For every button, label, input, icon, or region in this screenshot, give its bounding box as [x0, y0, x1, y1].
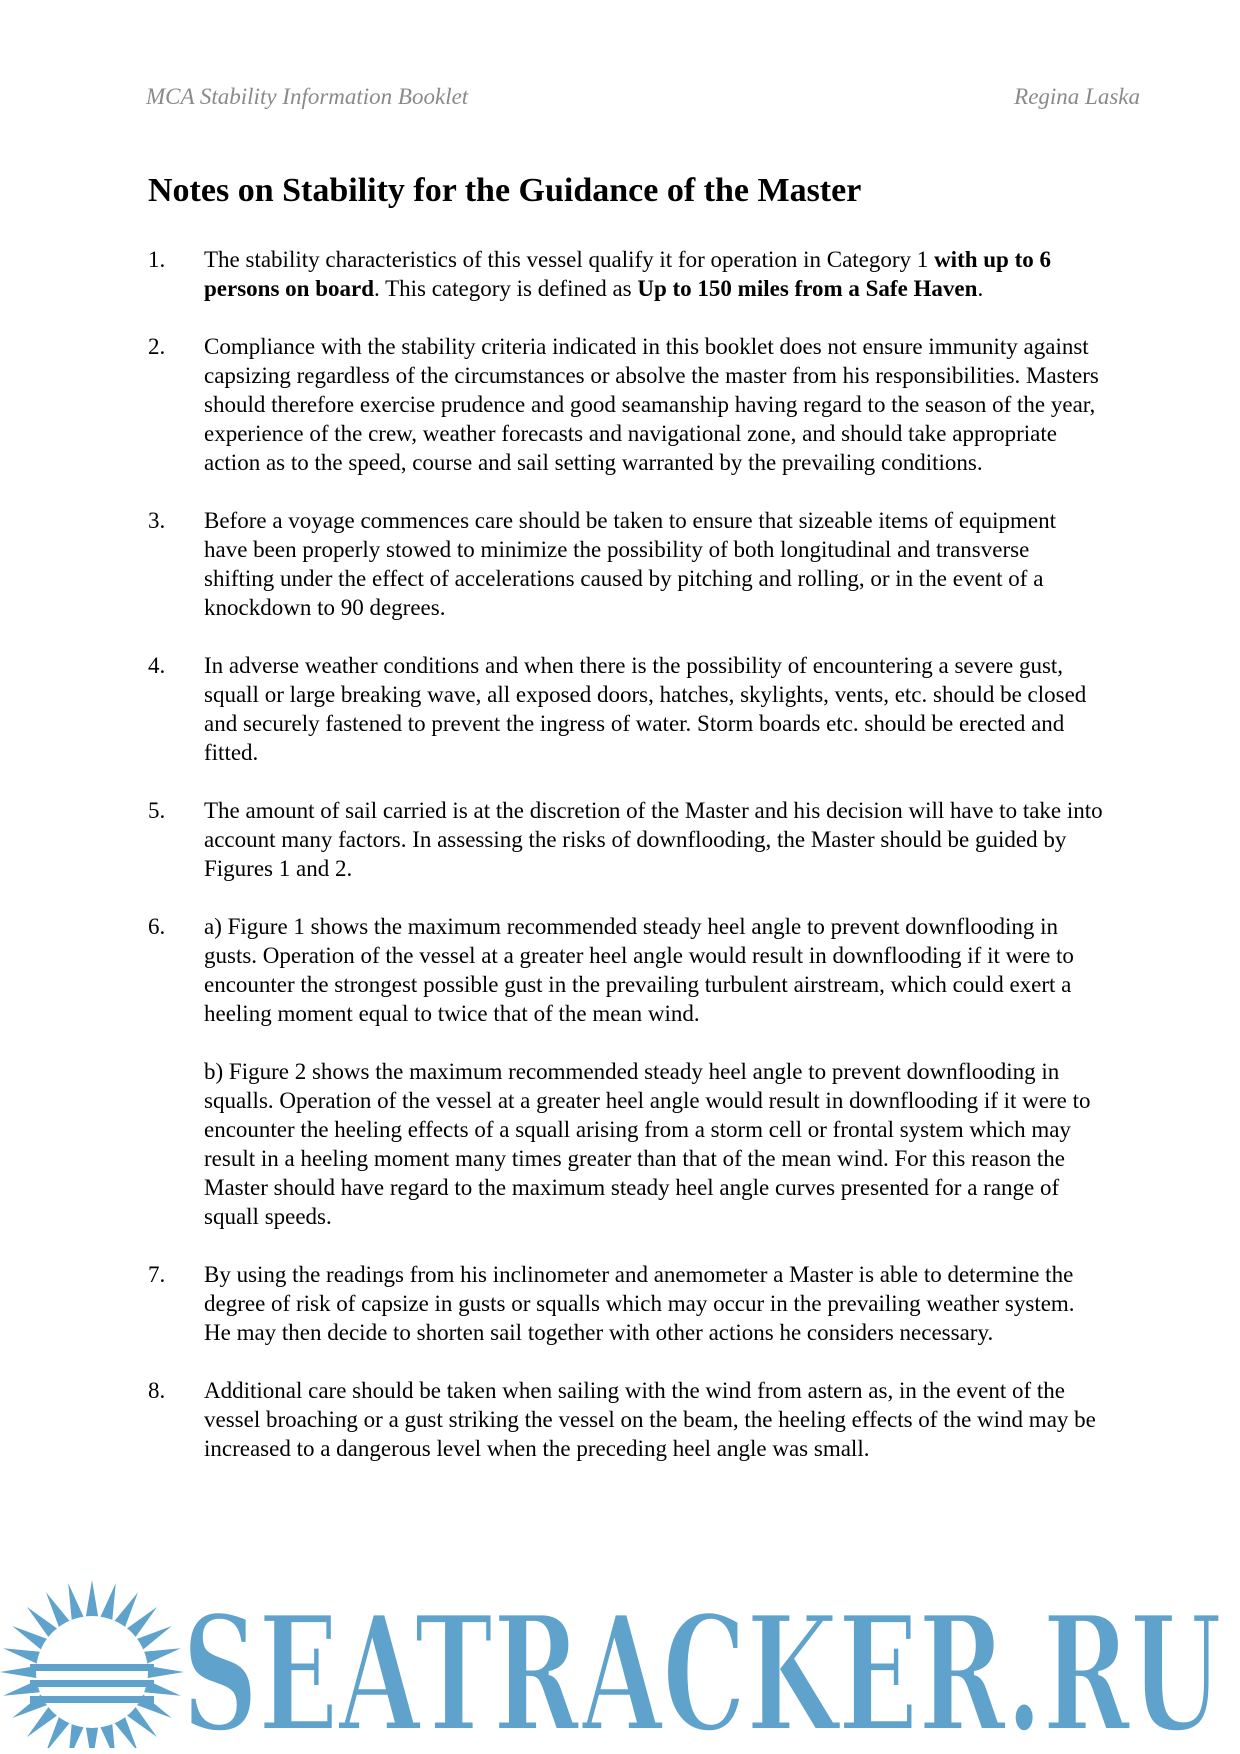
note-text: Before a voyage commences care should be taken to ensure that sizeable items of equipment have been properly stowed to minimize the possibility of both longitudinal and transverse shifting under the effect of accelerations caused by pitching and rolling, or in the event of a knockdown to 90 degrees. — [204, 508, 1056, 620]
note-number: 6. — [148, 914, 166, 939]
note-body — [204, 912, 1104, 1231]
note-paragraph — [204, 796, 1104, 883]
note-emphasis: with up to 6 persons on board — [204, 247, 1052, 301]
note-paragraph — [204, 506, 1104, 622]
watermark-text: SEATRACKER.RU — [182, 1580, 1222, 1748]
note-item — [148, 912, 1104, 1231]
note-item — [148, 796, 1104, 883]
note-text: Additional care should be taken when sailing with the wind from astern as, in the event of the vessel broaching or a gust striking the vessel on the beam, the heeling effects of the wind may be increased to a dangerous level when the preceding heel angle was small. — [204, 1378, 1096, 1461]
watermark — [0, 1568, 1240, 1748]
note-item — [148, 506, 1104, 622]
notes-list — [148, 245, 1104, 1492]
header-vessel-name: Regina Laska — [1014, 84, 1140, 109]
note-item — [148, 332, 1104, 477]
note-number: 3. — [148, 508, 166, 533]
note-text: Compliance with the stability criteria indicated in this booklet does not ensure immunity against capsizing regardless of the circumstances or absolve the master from his responsibilities. Masters should therefore exercise prudence and good seamanship having regard to the season of the year, experience of the crew, weather forecasts and navigational zone, and should take appropriate action as to the speed, course and sail setting warranted by the prevailing conditions. — [204, 334, 1099, 475]
note-item — [148, 1376, 1104, 1463]
page-title: Notes on Stability for the Guidance of the Master — [148, 172, 862, 209]
note-paragraph — [204, 332, 1104, 477]
note-body — [204, 506, 1104, 622]
note-text: . This category is defined as — [373, 276, 638, 301]
note-text: a) Figure 1 shows the maximum recommended steady heel angle to prevent downflooding in gusts. Operation of the vessel at a greater heel angle would result in downflooding if it were to encounter the strongest possible gust in the prevailing turbulent airstream, which could exert a heeling moment equal to twice that of the mean wind. — [204, 914, 1074, 1026]
note-body — [204, 651, 1104, 767]
note-item — [148, 651, 1104, 767]
note-text: By using the readings from his inclinometer and anemometer a Master is able to determine the degree of risk of capsize in gusts or squalls which may occur in the prevailing weather system. He may then decide to shorten sail together with other actions he considers necessary. — [204, 1262, 1075, 1345]
note-text: The amount of sail carried is at the discretion of the Master and his decision will have to take into account many factors. In assessing the risks of downflooding, the Master should be guided by Figures 1 and 2. — [204, 798, 1103, 881]
note-emphasis: Up to 150 miles from a Safe Haven — [637, 276, 978, 301]
note-paragraph — [204, 1376, 1104, 1463]
note-number: 8. — [148, 1378, 166, 1403]
note-body — [204, 796, 1104, 883]
note-paragraph — [204, 245, 1104, 303]
note-item — [148, 1260, 1104, 1347]
note-number: 2. — [148, 334, 166, 359]
page-number: 8 — [614, 1607, 626, 1632]
note-number: 5. — [148, 798, 166, 823]
page-header — [146, 84, 1140, 110]
note-item — [148, 245, 1104, 303]
note-text: In adverse weather conditions and when there is the possibility of encountering a severe gust, squall or large breaking wave, all exposed doors, hatches, skylights, vents, etc. should be closed and securely fastened to prevent the ingress of water. Storm boards etc. should be erected and fitted. — [204, 653, 1087, 765]
note-body — [204, 245, 1104, 303]
sun-logo-icon — [0, 1580, 184, 1748]
note-paragraph — [204, 651, 1104, 767]
note-body — [204, 1376, 1104, 1463]
note-number: 4. — [148, 653, 166, 678]
header-document-title: MCA Stability Information Booklet — [146, 84, 469, 109]
note-text: b) Figure 2 shows the maximum recommended steady heel angle to prevent downflooding in squalls. Operation of the vessel at a greater heel angle would result in downflooding if it were to encounter the heeling effects of a squall arising from a storm cell or frontal system which may result in a heeling moment many times greater than that of the mean wind. For this reason the Master should have regard to the maximum steady heel angle curves presented for a range of squall speeds. — [204, 1059, 1091, 1229]
note-paragraph — [204, 912, 1104, 1028]
note-text: The stability characteristics of this vessel qualify it for operation in Category 1 — [204, 247, 935, 272]
note-paragraph — [204, 1260, 1104, 1347]
note-paragraph — [204, 1057, 1104, 1231]
note-body — [204, 1260, 1104, 1347]
note-text: . — [977, 276, 984, 301]
note-number: 1. — [148, 247, 166, 272]
note-number: 7. — [148, 1262, 166, 1287]
note-body — [204, 332, 1104, 477]
